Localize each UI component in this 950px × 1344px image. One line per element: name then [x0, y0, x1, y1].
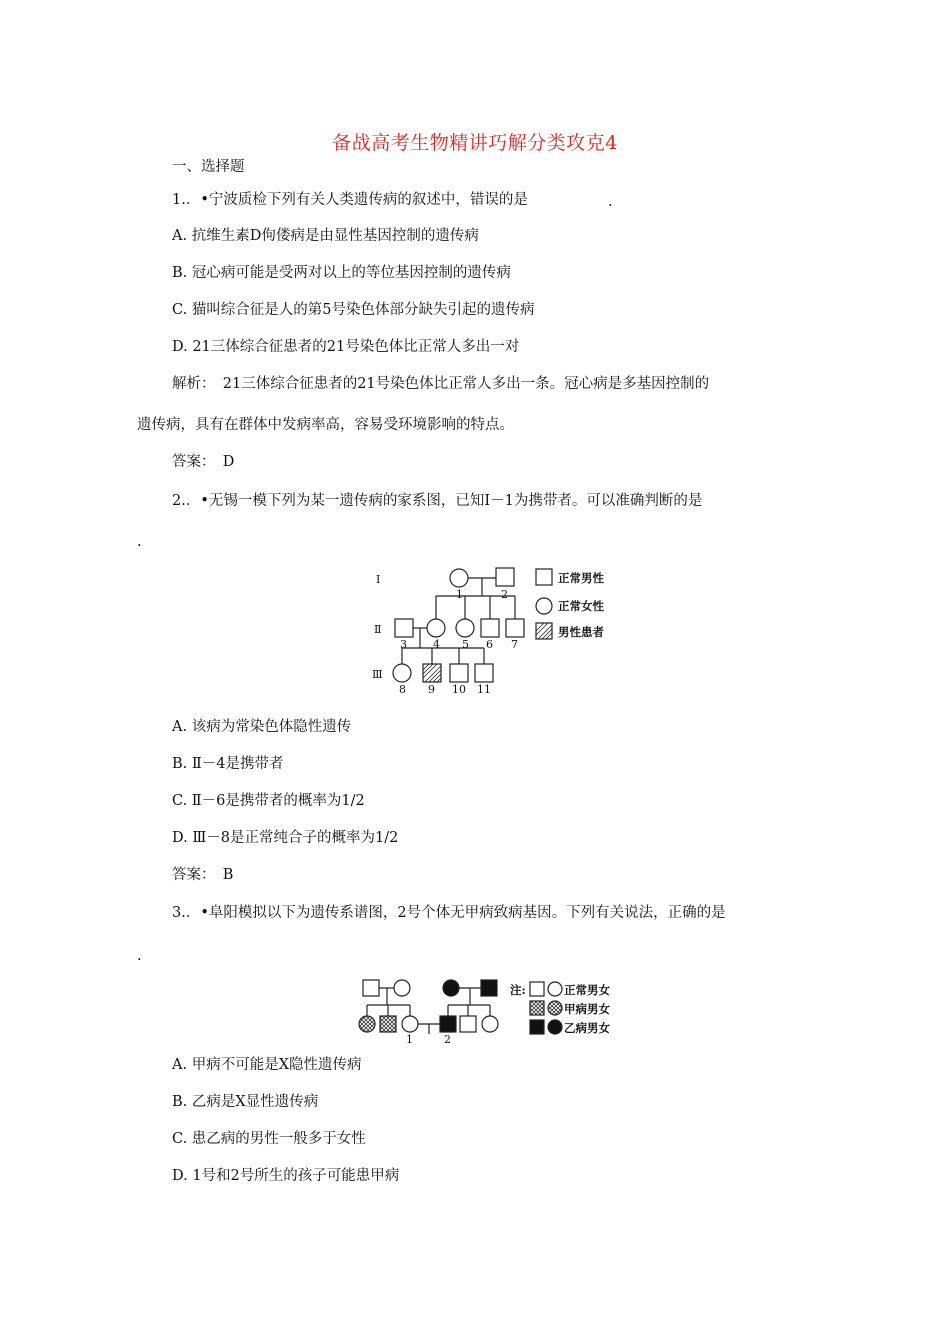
- q3-legend-jia-female-symbol: [548, 1001, 562, 1015]
- q1-option-c: C. 猫叫综合征是人的第5号染色体部分缺失引起的遗传病: [172, 302, 535, 318]
- q3-option-b: B. 乙病是X显性遗传病: [172, 1094, 319, 1110]
- individual-number-10: 10: [452, 683, 466, 696]
- individual-number-4: 4: [433, 638, 440, 651]
- q3-grandfather-right-yi-male: [481, 980, 497, 996]
- pedigree-chart-q2: [370, 560, 630, 700]
- individual-ii4-normal-female: [427, 619, 445, 637]
- individual-ii6-normal-male: [481, 619, 499, 637]
- q3-number-1: 1: [406, 1033, 413, 1046]
- individual-iii11-normal-male: [475, 664, 493, 682]
- q3-number-2: 2: [444, 1033, 451, 1046]
- q2-option-d: D. Ⅲ－8是正常纯合子的概率为1/2: [172, 830, 399, 846]
- q2-stem-tail: .: [137, 534, 142, 550]
- q3-stem-tail: .: [137, 948, 142, 964]
- individual-number-3: 3: [400, 638, 407, 651]
- document-title: 备战高考生物精讲巧解分类攻克4: [332, 132, 618, 154]
- q3-son-jia-male: [380, 1016, 396, 1032]
- q3-legend-yi-male-symbol: [530, 1020, 544, 1034]
- q3-legend-normal-label: 正常男女: [564, 983, 610, 997]
- q3-option-c: C. 患乙病的男性一般多于女性: [172, 1131, 366, 1147]
- q3-legend-yi-label: 乙病男女: [564, 1021, 610, 1035]
- individual-number-8: 8: [399, 683, 406, 696]
- q3-grandmother-left-normal-female: [394, 980, 410, 996]
- q1-analysis-cont: 遗传病，具有在群体中发病率高，容易受环境影响的特点。: [137, 417, 514, 433]
- individual-i2-normal-male: [496, 568, 514, 586]
- q3-legend-jia-label: 甲病男女: [564, 1002, 610, 1016]
- individual-ii5-normal-female: [456, 619, 474, 637]
- q3-grandmother-right-yi-female: [443, 980, 459, 996]
- q2-option-b: B. Ⅱ－4是携带者: [172, 756, 284, 772]
- q3-daughter-jia-female: [359, 1016, 375, 1032]
- q3-brother-normal-male: [460, 1016, 476, 1032]
- q3-individual-2-yi-male: [440, 1016, 456, 1032]
- individual-number-9: 9: [428, 683, 435, 696]
- q1-stem: 1.．•宁波质检下列有关人类遗传病的叙述中，错误的是: [172, 192, 528, 208]
- individual-i1-normal-female: [450, 569, 468, 587]
- q1-option-a: A. 抗维生素D佝偻病是由显性基因控制的遗传病: [172, 228, 479, 244]
- q2-option-c: C. Ⅱ－6是携带者的概率为1/2: [172, 793, 365, 809]
- individual-number-7: 7: [511, 638, 518, 651]
- q3-legend-note: 注:: [510, 983, 526, 997]
- legend-affected-male-label: 男性患者: [558, 625, 604, 639]
- legend-normal-male-label: 正常男性: [558, 571, 604, 585]
- q3-grandfather-left-normal-male: [363, 980, 379, 996]
- q1-stem-tail: .: [608, 194, 613, 210]
- q2-answer: 答案： B: [172, 867, 234, 883]
- q2-option-a: A. 该病为常染色体隐性遗传: [172, 719, 352, 735]
- q1-answer: 答案： D: [172, 454, 235, 470]
- individual-number-1: 1: [456, 588, 463, 601]
- generation-label-i: Ⅰ: [376, 573, 381, 586]
- legend-normal-male-symbol: [536, 569, 552, 585]
- q3-legend-normal-male-symbol: [530, 982, 544, 996]
- pedigree-chart-q3: [350, 972, 640, 1044]
- individual-number-6: 6: [486, 638, 493, 651]
- q3-legend-normal-female-symbol: [548, 982, 562, 996]
- q3-individual-1-normal-female: [402, 1016, 418, 1032]
- q1-option-b: B. 冠心病可能是受两对以上的等位基因控制的遗传病: [172, 265, 511, 281]
- individual-iii8-normal-female: [393, 664, 411, 682]
- legend-normal-female-symbol: [536, 598, 552, 614]
- generation-label-iii: Ⅲ: [372, 668, 383, 681]
- q3-option-d: D. 1号和2号所生的孩子可能患甲病: [172, 1168, 400, 1184]
- section-heading: 一、选择题: [172, 159, 245, 175]
- legend-normal-female-label: 正常女性: [558, 599, 604, 613]
- generation-label-ii: Ⅱ: [374, 623, 382, 636]
- individual-number-5: 5: [462, 638, 469, 651]
- individual-number-2: 2: [501, 588, 508, 601]
- q1-option-d: D. 21三体综合征患者的21号染色体比正常人多出一对: [172, 339, 520, 355]
- individual-ii3-normal-male: [395, 619, 413, 637]
- q3-option-a: A. 甲病不可能是X隐性遗传病: [172, 1057, 362, 1073]
- q3-stem: 3.．•阜阳模拟以下为遗传系谱图，2号个体无甲病致病基因。下列有关说法，正确的是: [172, 905, 726, 921]
- q1-analysis: 解析： 21三体综合征患者的21号染色体比正常人多出一条。冠心病是多基因控制的: [172, 376, 710, 392]
- individual-number-11: 11: [477, 683, 491, 696]
- q3-legend-jia-male-symbol: [530, 1001, 544, 1015]
- individual-ii7-normal-male: [506, 619, 524, 637]
- q3-sister-normal-female: [482, 1016, 498, 1032]
- q2-stem: 2.．•无锡一模下列为某一遗传病的家系图，已知Ⅰ－1为携带者。可以准确判断的是: [172, 493, 703, 509]
- individual-iii10-normal-male: [450, 664, 468, 682]
- q3-legend-yi-female-symbol: [548, 1020, 562, 1034]
